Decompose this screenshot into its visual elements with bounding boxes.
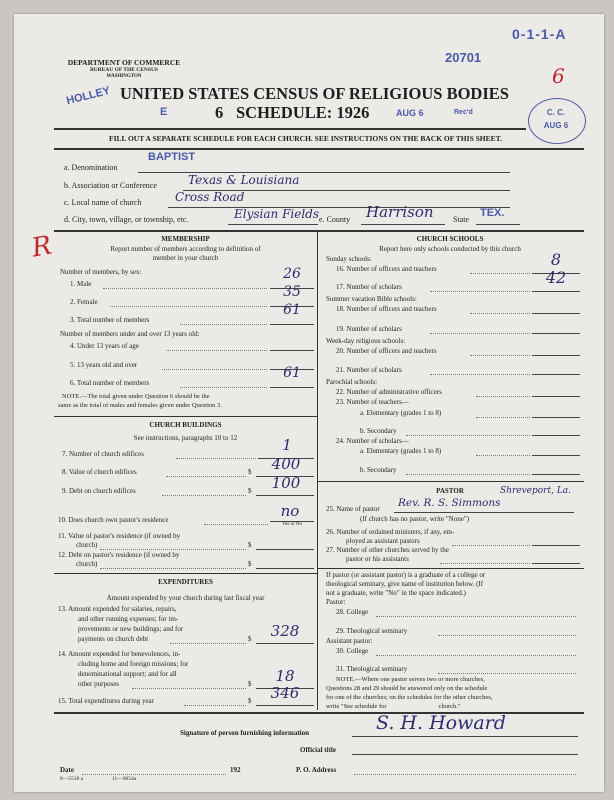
q24a-label: a. Elementary (grades 1 to 8) bbox=[360, 447, 442, 455]
cc-stamp-date: AUG 6 bbox=[543, 121, 569, 130]
schedule-title: SCHEDULE: 1926 bbox=[236, 103, 370, 122]
leader bbox=[438, 673, 576, 674]
state-line bbox=[476, 224, 520, 225]
q11-label: 11. Value of pastor's residence (if owned by bbox=[58, 532, 181, 540]
grad-instruction-3: not a graduate, write "No" in the space indicated.) bbox=[326, 589, 466, 597]
q1-value: 26 bbox=[283, 266, 301, 282]
q15-value: 346 bbox=[270, 684, 300, 702]
instruction-line: FILL OUT A SEPARATE SCHEDULE FOR EACH CHURCH. SEE INSTRUCTIONS ON THE BACK OF THIS SHEET. bbox=[109, 134, 502, 143]
q6-label: 6. Total number of members bbox=[70, 379, 150, 387]
q4-line bbox=[270, 350, 314, 351]
leader bbox=[452, 545, 530, 546]
holley-stamp: HOLLEY bbox=[65, 84, 112, 108]
leader bbox=[406, 435, 530, 436]
q11-label-cont: church) bbox=[76, 541, 98, 549]
q10-value: no bbox=[280, 502, 300, 520]
leader bbox=[476, 396, 530, 397]
q9-value: 100 bbox=[271, 474, 301, 492]
q30-label: 30. College bbox=[336, 647, 369, 655]
schools-intro: Report here only schools conducted by this church bbox=[379, 245, 521, 253]
q17-value: 42 bbox=[545, 268, 567, 287]
q14-dollar: $ bbox=[248, 680, 252, 688]
grad-instruction-2: theological seminary, give name of institution below. (If bbox=[326, 580, 484, 588]
q5-label: 5. 13 years old and over bbox=[70, 361, 138, 369]
department-name: DEPARTMENT OF COMMERCE bbox=[67, 58, 181, 67]
signature-value: S. H. Howard bbox=[376, 712, 506, 734]
leader bbox=[103, 288, 267, 289]
q8-value: 400 bbox=[271, 455, 301, 473]
leader bbox=[430, 374, 530, 375]
red-number-mark: 6 bbox=[552, 64, 565, 88]
q13-label-1: 13. Amount expended for salaries, repairs, bbox=[58, 605, 177, 613]
leader bbox=[166, 476, 246, 477]
membership-note-1: NOTE.—The total given under Question 6 should be the bbox=[62, 393, 210, 400]
q10-label: 10. Does church own pastor's residence bbox=[58, 516, 169, 524]
leader bbox=[406, 474, 530, 475]
leader bbox=[132, 688, 246, 689]
q28-label: 28. College bbox=[336, 608, 369, 616]
q13-label-2: and other running expenses; for im- bbox=[78, 615, 179, 623]
pastor-note-2: Questions 28 and 29 should be answered only on the schedule bbox=[326, 685, 488, 692]
leader bbox=[470, 313, 530, 314]
form-title: UNITED STATES CENSUS OF RELIGIOUS BODIES bbox=[120, 84, 509, 103]
leader bbox=[180, 324, 267, 325]
summer-heading: Summer vacation Bible schools: bbox=[326, 295, 417, 303]
q11-line bbox=[256, 549, 314, 550]
leader bbox=[180, 387, 267, 388]
q13-label-3: provements or new buildings; and for bbox=[78, 625, 184, 633]
q25-note: (If church has no pastor, write "None") bbox=[360, 515, 470, 523]
pastor-title: PASTOR bbox=[436, 487, 464, 495]
q23b-line bbox=[532, 435, 580, 436]
q22-line bbox=[532, 396, 580, 397]
q13-value: 328 bbox=[270, 622, 300, 640]
bureau-city: WASHINGTON bbox=[106, 74, 142, 79]
q3-value: 61 bbox=[283, 302, 301, 318]
q25-value: Rev. R. S. Simmons bbox=[398, 497, 501, 509]
serial-number-stamp: 20701 bbox=[445, 50, 482, 65]
po-address-label: P. O. Address bbox=[296, 766, 337, 774]
q15-line bbox=[256, 705, 314, 706]
leader bbox=[354, 774, 576, 775]
membership-title: MEMBERSHIP bbox=[161, 235, 210, 243]
q21-line bbox=[532, 374, 580, 375]
local-name-value: Cross Road bbox=[175, 190, 245, 204]
q2-label: 2. Female bbox=[70, 298, 98, 306]
leader bbox=[376, 655, 576, 656]
q15-dollar: $ bbox=[248, 697, 252, 705]
q21-label: 21. Number of scholars bbox=[336, 366, 402, 374]
leader bbox=[430, 333, 530, 334]
pastor-note-3: for one of the churches; on the schedules for the other churches, bbox=[326, 694, 493, 701]
file-code-stamp: 0-1-1-A bbox=[512, 26, 567, 42]
q19-line bbox=[532, 333, 580, 334]
q14-label-2: cluding home and foreign missions; for bbox=[78, 660, 189, 668]
pastor-subheading: Pastor: bbox=[326, 598, 346, 606]
q11-dollar: $ bbox=[248, 541, 252, 549]
local-name-line bbox=[168, 207, 510, 208]
leader bbox=[438, 635, 576, 636]
schedule-number: 6 bbox=[215, 103, 224, 122]
signature-line bbox=[352, 736, 578, 737]
city-value: Elysian Fields bbox=[234, 207, 320, 221]
q9-line bbox=[256, 495, 314, 496]
q19-label: 19. Number of scholars bbox=[336, 325, 402, 333]
rule bbox=[54, 128, 526, 130]
q4-label: 4. Under 13 years of age bbox=[70, 342, 139, 350]
q23b-label: b. Secondary bbox=[360, 427, 397, 435]
yes-no-caption: Yes or No bbox=[281, 522, 303, 527]
form-number: 8—5518 a bbox=[60, 776, 84, 782]
q12-label: 12. Debt on pastor's residence (if owned by bbox=[58, 551, 180, 559]
q12-line bbox=[256, 568, 314, 569]
q15-label: 15. Total expenditures during year bbox=[58, 697, 154, 705]
q23a-line bbox=[532, 417, 580, 418]
q6-value: 61 bbox=[283, 365, 301, 381]
age-heading: Number of members under and over 13 years old: bbox=[60, 330, 200, 338]
leader bbox=[430, 291, 530, 292]
q17-line bbox=[532, 291, 580, 292]
q9-label: 9. Debt on church edifices bbox=[62, 487, 136, 495]
city-label: d. City, town, village, or township, etc. bbox=[64, 215, 189, 224]
q14-label-4: other purposes bbox=[78, 680, 120, 688]
q13-line bbox=[256, 643, 314, 644]
expenditures-intro: Amount expended by your church during last fiscal year bbox=[106, 594, 265, 602]
rule bbox=[54, 230, 584, 232]
q8-label: 8. Value of church edifices bbox=[62, 468, 137, 476]
membership-note-2: same as the total of males and females given under Question 3. bbox=[58, 402, 222, 409]
buildings-intro: See instructions, paragraphs 10 to 12 bbox=[133, 434, 238, 442]
q3-line bbox=[270, 324, 314, 325]
parochial-heading: Parochial schools: bbox=[326, 378, 378, 386]
q25-place: Shreveport, La. bbox=[500, 486, 572, 496]
leader bbox=[110, 306, 267, 307]
leader bbox=[162, 369, 267, 370]
official-title-line bbox=[352, 754, 578, 755]
received-date-stamp: AUG 6 bbox=[396, 108, 424, 118]
q27-label-2: pastor or his assistants bbox=[346, 555, 409, 563]
signature-label: Signature of person furnishing information bbox=[180, 729, 309, 737]
leader bbox=[470, 355, 530, 356]
membership-intro-1: Report number of members according to definition of bbox=[110, 245, 261, 253]
q12-dollar: $ bbox=[248, 560, 252, 568]
pastor-note-4: write "See schedule for church." bbox=[326, 703, 461, 710]
leader bbox=[166, 350, 267, 351]
q12-label-cont: church) bbox=[76, 560, 98, 568]
q9-dollar: $ bbox=[248, 487, 252, 495]
q31-label: 31. Theological seminary bbox=[336, 665, 408, 673]
sunday-heading: Sunday schools: bbox=[326, 255, 372, 263]
q22-label: 22. Number of administrative officers bbox=[336, 388, 442, 396]
bureau-name: BUREAU OF THE CENSUS bbox=[89, 67, 158, 73]
column-divider bbox=[317, 230, 318, 710]
q3-label: 3. Total number of members bbox=[70, 316, 150, 324]
q17-label: 17. Number of scholars bbox=[336, 283, 402, 291]
rule bbox=[317, 481, 584, 482]
date-year: 192 bbox=[230, 766, 241, 774]
denomination-value: BAPTIST bbox=[148, 151, 196, 163]
membership-intro-2: member in your church bbox=[152, 254, 219, 262]
association-label: b. Association or Conference bbox=[64, 181, 157, 190]
q26-line bbox=[532, 545, 580, 546]
cc-stamp-label: C. C. bbox=[546, 108, 566, 117]
leader bbox=[376, 616, 576, 617]
leader bbox=[476, 417, 530, 418]
city-line bbox=[228, 224, 318, 225]
q29-label: 29. Theological seminary bbox=[336, 627, 408, 635]
county-value: Harrison bbox=[366, 203, 434, 221]
q16-value: 8 bbox=[550, 250, 562, 269]
date-label: Date bbox=[60, 766, 74, 774]
q24a-line bbox=[532, 455, 580, 456]
by-sex-label: Number of members, by sex: bbox=[60, 268, 142, 276]
state-label: State bbox=[453, 215, 469, 224]
rule bbox=[54, 416, 317, 417]
leader bbox=[440, 563, 530, 564]
q27-label-1: 27. Number of other churches served by the bbox=[326, 546, 449, 554]
q14-label-3: denominational support; and for all bbox=[78, 670, 177, 678]
leader bbox=[100, 568, 246, 569]
q25-line bbox=[394, 512, 574, 513]
received-label-stamp: Rec'd bbox=[454, 109, 473, 116]
q27-line bbox=[532, 563, 580, 564]
schools-title: CHURCH SCHOOLS bbox=[416, 235, 484, 243]
rule bbox=[54, 573, 317, 574]
leader bbox=[162, 495, 246, 496]
expenditures-title: EXPENDITURES bbox=[158, 578, 213, 586]
leader bbox=[176, 458, 256, 459]
q24b-label: b. Secondary bbox=[360, 466, 397, 474]
q24b-line bbox=[532, 474, 580, 475]
e-stamp: E bbox=[160, 106, 168, 118]
rule bbox=[317, 568, 584, 569]
leader bbox=[470, 273, 530, 274]
q16-label: 16. Number of officers and teachers bbox=[336, 265, 437, 273]
association-value: Texas & Louisiana bbox=[188, 173, 300, 187]
q7-label: 7. Number of church edifices bbox=[62, 450, 144, 458]
print-number: 11—9054a bbox=[112, 776, 137, 782]
rule bbox=[54, 148, 584, 150]
leader bbox=[204, 524, 268, 525]
leader bbox=[476, 455, 530, 456]
leader bbox=[170, 643, 246, 644]
q26-label-2: ployed as assistant pastors bbox=[346, 537, 420, 545]
q24-label: 24. Number of scholars— bbox=[336, 437, 409, 445]
q25-label: 25. Name of pastor bbox=[326, 505, 380, 513]
leader bbox=[82, 774, 226, 775]
red-r-mark: R bbox=[29, 230, 55, 264]
leader bbox=[184, 705, 246, 706]
q13-label-4: payments on church debt bbox=[78, 635, 149, 643]
state-value: TEX. bbox=[480, 207, 505, 219]
q23-label: 23. Number of teachers— bbox=[336, 398, 409, 406]
q20-line bbox=[532, 355, 580, 356]
weekday-heading: Week-day religious schools: bbox=[326, 337, 406, 345]
q7-value: 1 bbox=[282, 436, 292, 454]
q18-line bbox=[532, 313, 580, 314]
q14-value: 18 bbox=[275, 667, 295, 685]
q8-dollar: $ bbox=[248, 468, 252, 476]
q6-line bbox=[270, 387, 314, 388]
county-label: e. County bbox=[319, 215, 351, 224]
leader bbox=[100, 549, 246, 550]
q20-label: 20. Number of officers and teachers bbox=[336, 347, 437, 355]
q18-label: 18. Number of officers and teachers bbox=[336, 305, 437, 313]
official-title-label: Official title bbox=[300, 746, 336, 754]
q23a-label: a. Elementary (grades 1 to 8) bbox=[360, 409, 442, 417]
q26-label-1: 26. Number of ordained ministers, if any, em- bbox=[326, 528, 455, 536]
assistant-subheading: Assistant pastor: bbox=[326, 637, 373, 645]
denomination-label: a. Denomination bbox=[64, 163, 118, 172]
q2-value: 35 bbox=[283, 284, 301, 300]
grad-instruction-1: If pastor (or assistant pastor) is a graduate of a college or bbox=[326, 571, 486, 579]
pastor-note-1: NOTE.—Where one pastor serves two or more churches, bbox=[336, 676, 485, 683]
q13-dollar: $ bbox=[248, 635, 252, 643]
local-name-label: c. Local name of church bbox=[64, 198, 142, 207]
county-line bbox=[361, 224, 445, 225]
buildings-title: CHURCH BUILDINGS bbox=[149, 421, 222, 429]
q1-label: 1. Male bbox=[70, 280, 92, 288]
q14-label-1: 14. Amount expended for benevolences, in- bbox=[58, 650, 181, 658]
